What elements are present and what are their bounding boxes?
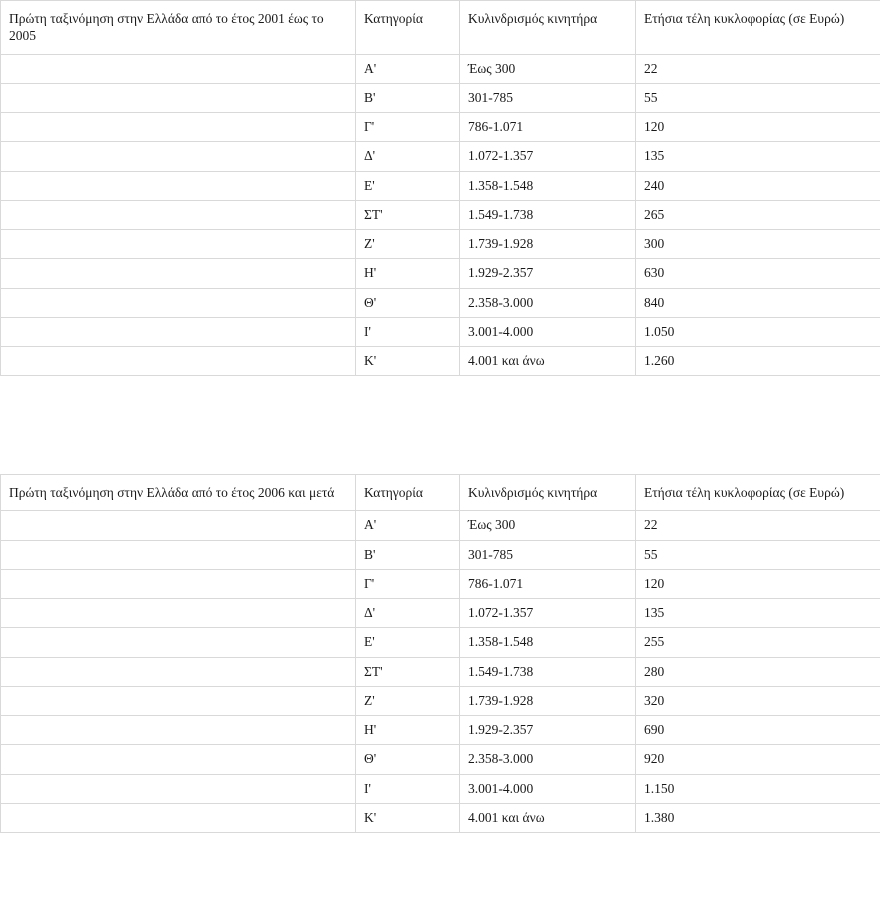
table-row — [1, 803, 880, 832]
page-bottom-spacer — [0, 860, 880, 902]
table-row — [1, 716, 880, 745]
empty-cell — [1, 54, 356, 83]
cell-fee: 1.380 — [636, 803, 880, 832]
empty-cell — [1, 288, 356, 317]
cell-fee: 135 — [636, 599, 880, 628]
cell-fee: 22 — [636, 54, 880, 83]
cell-displacement: 786-1.071 — [460, 113, 636, 142]
table-row — [1, 774, 880, 803]
empty-cell — [1, 628, 356, 657]
cell-category: Ι' — [356, 317, 460, 346]
cell-displacement: 1.929-2.357 — [460, 259, 636, 288]
cell-category: Ι' — [356, 774, 460, 803]
empty-cell — [1, 745, 356, 774]
cell-category: Α' — [356, 54, 460, 83]
table-body-2001-2005 — [1, 1, 880, 376]
empty-cell — [1, 540, 356, 569]
table-row — [1, 142, 880, 171]
cell-displacement: 4.001 και άνω — [460, 347, 636, 376]
cell-fee: 690 — [636, 716, 880, 745]
table-row — [1, 745, 880, 774]
cell-fee: 920 — [636, 745, 880, 774]
cell-displacement: 301-785 — [460, 540, 636, 569]
cell-fee: 255 — [636, 628, 880, 657]
cell-fee: 120 — [636, 113, 880, 142]
cell-fee: 320 — [636, 686, 880, 715]
table-row — [1, 569, 880, 598]
empty-cell — [1, 230, 356, 259]
cell-displacement: 2.358-3.000 — [460, 288, 636, 317]
cell-category: Β' — [356, 83, 460, 112]
table-row — [1, 540, 880, 569]
table-row — [1, 317, 880, 346]
cell-category: Δ' — [356, 142, 460, 171]
table-row — [1, 200, 880, 229]
cell-category: Η' — [356, 716, 460, 745]
cell-displacement: 1.739-1.928 — [460, 230, 636, 259]
empty-cell — [1, 569, 356, 598]
table-row — [1, 628, 880, 657]
cell-displacement: Έως 300 — [460, 54, 636, 83]
cell-fee: 55 — [636, 540, 880, 569]
cell-fee: 22 — [636, 511, 880, 540]
table-block-2006-onwards — [0, 474, 880, 833]
cell-displacement: 1.929-2.357 — [460, 716, 636, 745]
cell-category: Β' — [356, 540, 460, 569]
cell-category: Α' — [356, 511, 460, 540]
cell-displacement: 786-1.071 — [460, 569, 636, 598]
column-header-fee: Ετήσια τέλη κυκλοφορίας (σε Ευρώ) — [636, 1, 880, 55]
table-row — [1, 288, 880, 317]
cell-displacement: 4.001 και άνω — [460, 803, 636, 832]
cell-displacement: 2.358-3.000 — [460, 745, 636, 774]
empty-cell — [1, 317, 356, 346]
cell-category: Η' — [356, 259, 460, 288]
cell-category: Ε' — [356, 171, 460, 200]
cell-displacement: 1.072-1.357 — [460, 599, 636, 628]
table-row — [1, 599, 880, 628]
cell-fee: 240 — [636, 171, 880, 200]
cell-displacement: Έως 300 — [460, 511, 636, 540]
empty-cell — [1, 511, 356, 540]
column-header-displacement: Κυλινδρισμός κινητήρα — [460, 475, 636, 511]
cell-fee: 135 — [636, 142, 880, 171]
table-row — [1, 657, 880, 686]
cell-fee: 1.050 — [636, 317, 880, 346]
empty-cell — [1, 259, 356, 288]
cell-fee: 1.260 — [636, 347, 880, 376]
cell-fee: 630 — [636, 259, 880, 288]
cell-category: Θ' — [356, 745, 460, 774]
table-row — [1, 230, 880, 259]
table-row — [1, 83, 880, 112]
cell-category: Κ' — [356, 803, 460, 832]
cell-category: Ε' — [356, 628, 460, 657]
cell-category: Ζ' — [356, 230, 460, 259]
column-header-displacement: Κυλινδρισμός κινητήρα — [460, 1, 636, 55]
cell-fee: 265 — [636, 200, 880, 229]
table-title-cell: Πρώτη ταξινόμηση στην Ελλάδα από το έτος 2006 και μετά — [1, 475, 356, 511]
table-row — [1, 171, 880, 200]
cell-category: Κ' — [356, 347, 460, 376]
table-block-2001-2005 — [0, 0, 880, 376]
column-header-category: Κατηγορία — [356, 1, 460, 55]
cell-displacement: 1.072-1.357 — [460, 142, 636, 171]
table-body-2006-onwards — [1, 475, 880, 833]
cell-fee: 300 — [636, 230, 880, 259]
cell-displacement: 301-785 — [460, 83, 636, 112]
fee-table-2001-2005 — [0, 0, 880, 376]
empty-cell — [1, 803, 356, 832]
cell-displacement: 1.358-1.548 — [460, 171, 636, 200]
empty-cell — [1, 347, 356, 376]
table-title-cell: Πρώτη ταξινόμηση στην Ελλάδα από το έτος 2001 έως το 2005 — [1, 1, 356, 55]
cell-displacement: 1.549-1.738 — [460, 657, 636, 686]
cell-category: ΣΤ' — [356, 200, 460, 229]
cell-fee: 1.150 — [636, 774, 880, 803]
empty-cell — [1, 657, 356, 686]
empty-cell — [1, 200, 356, 229]
table-row — [1, 259, 880, 288]
empty-cell — [1, 716, 356, 745]
table-row — [1, 113, 880, 142]
cell-fee: 280 — [636, 657, 880, 686]
cell-fee: 55 — [636, 83, 880, 112]
empty-cell — [1, 83, 356, 112]
cell-category: Γ' — [356, 569, 460, 598]
table-row — [1, 54, 880, 83]
empty-cell — [1, 113, 356, 142]
cell-displacement: 3.001-4.000 — [460, 774, 636, 803]
table-header-row — [1, 1, 880, 55]
table-row — [1, 686, 880, 715]
cell-displacement: 3.001-4.000 — [460, 317, 636, 346]
cell-displacement: 1.549-1.738 — [460, 200, 636, 229]
empty-cell — [1, 686, 356, 715]
table-row — [1, 347, 880, 376]
cell-displacement: 1.739-1.928 — [460, 686, 636, 715]
cell-category: Ζ' — [356, 686, 460, 715]
cell-category: Δ' — [356, 599, 460, 628]
column-header-fee: Ετήσια τέλη κυκλοφορίας (σε Ευρώ) — [636, 475, 880, 511]
empty-cell — [1, 774, 356, 803]
empty-cell — [1, 171, 356, 200]
cell-category: Θ' — [356, 288, 460, 317]
cell-displacement: 1.358-1.548 — [460, 628, 636, 657]
fee-table-2006-onwards — [0, 474, 880, 833]
cell-fee: 840 — [636, 288, 880, 317]
cell-category: ΣΤ' — [356, 657, 460, 686]
table-row — [1, 511, 880, 540]
table-header-row — [1, 475, 880, 511]
cell-category: Γ' — [356, 113, 460, 142]
empty-cell — [1, 599, 356, 628]
cell-fee: 120 — [636, 569, 880, 598]
empty-cell — [1, 142, 356, 171]
column-header-category: Κατηγορία — [356, 475, 460, 511]
